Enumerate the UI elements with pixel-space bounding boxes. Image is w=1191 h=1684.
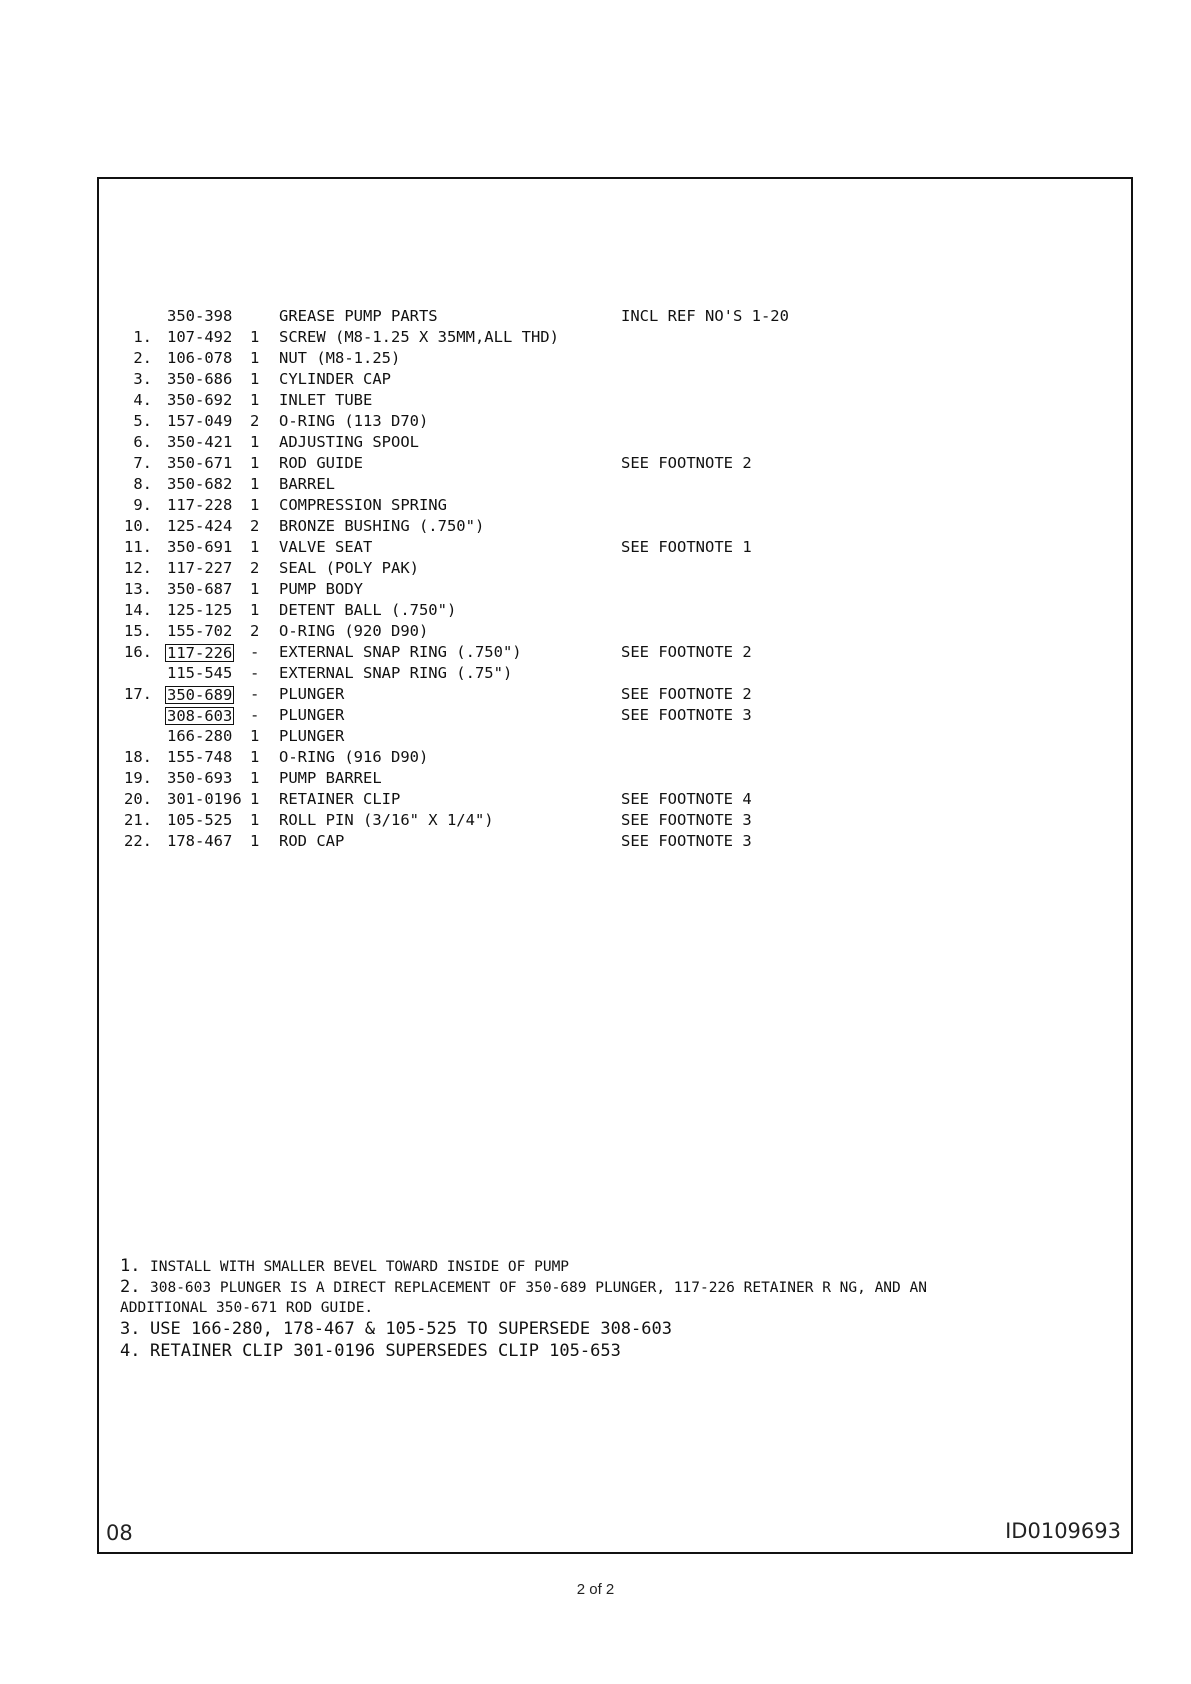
table-row: [112, 537, 912, 558]
ref-number: 12.: [124, 559, 152, 577]
assembly-part-number: 350-398: [167, 307, 233, 325]
table-row: [112, 600, 912, 621]
quantity: 1: [250, 727, 260, 745]
ref-number: 13.: [124, 580, 152, 598]
quantity: 2: [250, 559, 260, 577]
table-row: [112, 810, 912, 831]
quantity: 1: [250, 496, 260, 514]
table-row: [112, 705, 912, 726]
description: ROLL PIN (3/16" X 1/4"): [279, 811, 494, 829]
note: SEE FOOTNOTE 2: [621, 643, 752, 661]
table-row: [112, 453, 912, 474]
ref-number: 16.: [124, 643, 152, 661]
part-number: 107-492: [167, 328, 233, 346]
part-number: 350-693: [167, 769, 233, 787]
quantity: 1: [250, 349, 260, 367]
assembly-description: GREASE PUMP PARTS: [279, 307, 438, 325]
quantity: -: [250, 706, 260, 724]
assembly-note: INCL REF NO'S 1-20: [621, 307, 789, 325]
table-row: [112, 726, 912, 747]
part-number: 350-687: [167, 580, 233, 598]
description: O-RING (916 D90): [279, 748, 429, 766]
part-number: 155-748: [167, 748, 233, 766]
quantity: 1: [250, 475, 260, 493]
part-number: 308-603: [167, 707, 233, 725]
part-number: 117-227: [167, 559, 233, 577]
table-row: [112, 558, 912, 579]
ref-number: 8.: [133, 475, 152, 493]
ref-number: 17.: [124, 685, 152, 703]
table-row: [112, 789, 912, 810]
ref-number: 9.: [133, 496, 152, 514]
ref-number: 11.: [124, 538, 152, 556]
quantity: -: [250, 664, 260, 682]
page-indicator: 2 of 2: [576, 1581, 615, 1598]
note: SEE FOOTNOTE 3: [621, 832, 752, 850]
table-row: [112, 642, 912, 663]
part-number: 166-280: [167, 727, 233, 745]
quantity: -: [250, 685, 260, 703]
part-number: 117-226: [167, 644, 233, 662]
ref-number: 15.: [124, 622, 152, 640]
description: PUMP BARREL: [279, 769, 382, 787]
sheet-code: 08: [106, 1521, 133, 1545]
part-number: 350-421: [167, 433, 233, 451]
description: COMPRESSION SPRING: [279, 496, 447, 514]
description: INLET TUBE: [279, 391, 373, 409]
ref-number: 6.: [133, 433, 152, 451]
description: O-RING (113 D70): [279, 412, 429, 430]
description: CYLINDER CAP: [279, 370, 391, 388]
description: ADJUSTING SPOOL: [279, 433, 419, 451]
description: O-RING (920 D90): [279, 622, 429, 640]
description: PUMP BODY: [279, 580, 363, 598]
quantity: 2: [250, 412, 260, 430]
footnote-4: 4. RETAINER CLIP 301-0196 SUPERSEDES CLIP 105-653: [120, 1341, 621, 1361]
ref-number: 19.: [124, 769, 152, 787]
description: PLUNGER: [279, 727, 345, 745]
ref-number: 4.: [133, 391, 152, 409]
note: SEE FOOTNOTE 2: [621, 454, 752, 472]
part-number: 117-228: [167, 496, 233, 514]
table-row: [112, 327, 912, 348]
quantity: 1: [250, 538, 260, 556]
table-row: [112, 432, 912, 453]
note: SEE FOOTNOTE 2: [621, 685, 752, 703]
description: PLUNGER: [279, 685, 345, 703]
quantity: 1: [250, 790, 260, 808]
description: ROD CAP: [279, 832, 345, 850]
part-number: 350-682: [167, 475, 233, 493]
part-number: 125-125: [167, 601, 233, 619]
footnotes: [120, 1256, 1020, 1362]
description: EXTERNAL SNAP RING (.75"): [279, 664, 513, 682]
description: BARREL: [279, 475, 335, 493]
note: SEE FOOTNOTE 3: [621, 706, 752, 724]
part-number: 350-689: [167, 686, 233, 704]
quantity: 1: [250, 391, 260, 409]
description: NUT (M8-1.25): [279, 349, 401, 367]
table-row: [112, 411, 912, 432]
description: ROD GUIDE: [279, 454, 363, 472]
description: SCREW (M8-1.25 X 35MM,ALL THD): [279, 328, 559, 346]
ref-number: 7.: [133, 454, 152, 472]
ref-number: 2.: [133, 349, 152, 367]
quantity: 1: [250, 370, 260, 388]
quantity: 1: [250, 580, 260, 598]
quantity: 1: [250, 328, 260, 346]
description: VALVE SEAT: [279, 538, 373, 556]
part-number: 106-078: [167, 349, 233, 367]
quantity: 1: [250, 811, 260, 829]
table-row: [112, 768, 912, 789]
note: SEE FOOTNOTE 4: [621, 790, 752, 808]
table-row: [112, 621, 912, 642]
quantity: 2: [250, 517, 260, 535]
part-number: 125-424: [167, 517, 233, 535]
table-row: [112, 663, 912, 684]
footnote-1: 1. INSTALL WITH SMALLER BEVEL TOWARD INSIDE OF PUMP: [120, 1256, 570, 1276]
ref-number: 18.: [124, 748, 152, 766]
note: SEE FOOTNOTE 1: [621, 538, 752, 556]
description: BRONZE BUSHING (.750"): [279, 517, 485, 535]
part-number: 178-467: [167, 832, 233, 850]
table-row: [112, 474, 912, 495]
table-row: [112, 579, 912, 600]
quantity: 1: [250, 748, 260, 766]
table-row: [112, 348, 912, 369]
table-row: [112, 390, 912, 411]
assembly-row: [112, 306, 912, 327]
part-number: 350-692: [167, 391, 233, 409]
quantity: -: [250, 643, 260, 661]
ref-number: 14.: [124, 601, 152, 619]
ref-number: 22.: [124, 832, 152, 850]
part-number: 301-0196: [167, 790, 242, 808]
table-row: [112, 516, 912, 537]
ref-number: 20.: [124, 790, 152, 808]
part-number: 350-691: [167, 538, 233, 556]
ref-number: 10.: [124, 517, 152, 535]
ref-number: 1.: [133, 328, 152, 346]
part-number: 155-702: [167, 622, 233, 640]
table-row: [112, 684, 912, 705]
quantity: 1: [250, 832, 260, 850]
description: DETENT BALL (.750"): [279, 601, 457, 619]
description: EXTERNAL SNAP RING (.750"): [279, 643, 522, 661]
footnote-2-continued: ADDITIONAL 350-671 ROD GUIDE.: [120, 1300, 374, 1316]
quantity: 1: [250, 433, 260, 451]
note: SEE FOOTNOTE 3: [621, 811, 752, 829]
parts-list: [112, 306, 912, 852]
table-row: [112, 369, 912, 390]
description: RETAINER CLIP: [279, 790, 401, 808]
ref-number: 3.: [133, 370, 152, 388]
quantity: 2: [250, 622, 260, 640]
part-number: 157-049: [167, 412, 233, 430]
description: SEAL (POLY PAK): [279, 559, 419, 577]
footnote-2: 2. 308-603 PLUNGER IS A DIRECT REPLACEMENT OF 350-689 PLUNGER, 117-226 RETAINER R NG, AND AN: [120, 1277, 927, 1297]
ref-number: 21.: [124, 811, 152, 829]
quantity: 1: [250, 769, 260, 787]
part-number: 350-686: [167, 370, 233, 388]
table-row: [112, 495, 912, 516]
footnote-3: 3. USE 166-280, 178-467 & 105-525 TO SUPERSEDE 308-603: [120, 1319, 672, 1339]
quantity: 1: [250, 454, 260, 472]
part-number: 350-671: [167, 454, 233, 472]
table-row: [112, 831, 912, 852]
part-number: 115-545: [167, 664, 233, 682]
description: PLUNGER: [279, 706, 345, 724]
part-number: 105-525: [167, 811, 233, 829]
ref-number: 5.: [133, 412, 152, 430]
quantity: 1: [250, 601, 260, 619]
drawing-id: ID0109693: [1005, 1519, 1121, 1543]
table-row: [112, 747, 912, 768]
